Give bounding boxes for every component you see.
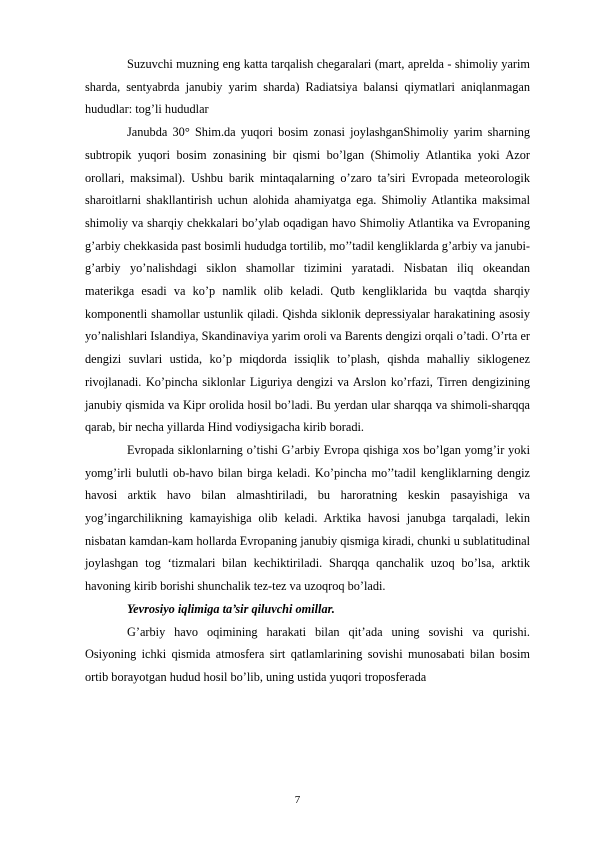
- document-body: [85, 53, 530, 689]
- page-number: 7: [294, 794, 301, 806]
- paragraph-western-air-flow: G’arbiy havo oqimining harakati bilan qit’ada uning sovishi va qurishi. Osiyoning ichki qismida atmosfera sirt qatlamlarining sovishi munosabati bilan bosim ortib borayotgan hudud hosil bo’lib, uning ustida yuqori troposferada: [85, 624, 530, 684]
- paragraph-pressure-zones: Janubda 30° Shim.da yuqori bosim zonasi joylashganShimoliy yarim sharning subtropik yuqori bosim zonasining bir qismi bo’lgan (Shimoliy Atlantika yoki Azor orollari, maksimal). Ushbu barik mintaqalarning o’zaro ta’siri Evropada meteorologik sharoitlarni shakllantirish uchun alohida ahamiyatga ega. Shimoliy Atlantika maksimal shimoliy va sharqiy chekkalari bo’ylab oqadigan havo Shimoliy Atlantika va Evropaning g’arbiy chekkasida past bosimli hududga tortilib, mo’’tadil kengliklarda g’arbiy va janubi-g’arbiy yo’nalishdagi siklon shamollar tizimini yaratadi. Nisbatan iliq okeandan materikga esadi va ko’p namlik olib keladi. Qutb kengliklarida bu vaqtda sharqiy komponentli shamollar ustunlik qiladi. Qishda siklonik depressiyalar harakatining asosiy yo’nalishlari Islandiya, Skandinaviya yarim oroli va Barents dengizi orqali o’tadi. O’rta er dengizi suvlari ustida, ko’p miqdorda issiqlik to’plash, qishda mahalliy siklogenez rivojlanadi. Ko’pincha siklonlar Liguriya dengizi va Arslon ko’rfazi, Tirren dengizining janubiy qismida va Kipr orolida hosil bo’ladi. Bu yerdan ular sharqqa va shimoli-sharqqa qarab, bir necha yillarda Hind vodiysigacha kirib boradi.: [85, 125, 530, 435]
- paragraph-ice-boundaries: Suzuvchi muzning eng katta tarqalish chegaralari (mart, aprelda - shimoliy yarim sharda, sentyabrda janubiy yarim sharda) Radiatsiya balansi qiymatlari aniqlanmagan hududlar: tog’li hududlar: [85, 57, 530, 117]
- paragraph-cyclones-europe: Evropada siklonlarning o’tishi G’arbiy Evropa qishiga xos bo’lgan yomg’ir yoki yomg’irli bulutli ob-havo bilan birga keladi. Ko’pincha mo’’tadil kengliklarning dengiz havosi arktik havo bilan almashtiriladi, bu haroratning keskin pasayishiga va yog’ingarchilikning kamayishiga olib keladi. Arktika havosi janubga tarqaladi, lekin nisbatan kamdan-kam hollarda Evropaning janubiy qismiga kiradi, chunki u sublatitudinal joylashgan tog ‘tizmalari bilan kechiktiriladi. Sharqqa qanchalik uzoq bo’lsa, arktik havoning kirib borishi shunchalik tez-tez va uzoqroq bo’ladi.: [85, 442, 530, 594]
- section-heading: Yevrosiyo iqlimiga ta’sir qiluvchi omillar.: [127, 601, 335, 616]
